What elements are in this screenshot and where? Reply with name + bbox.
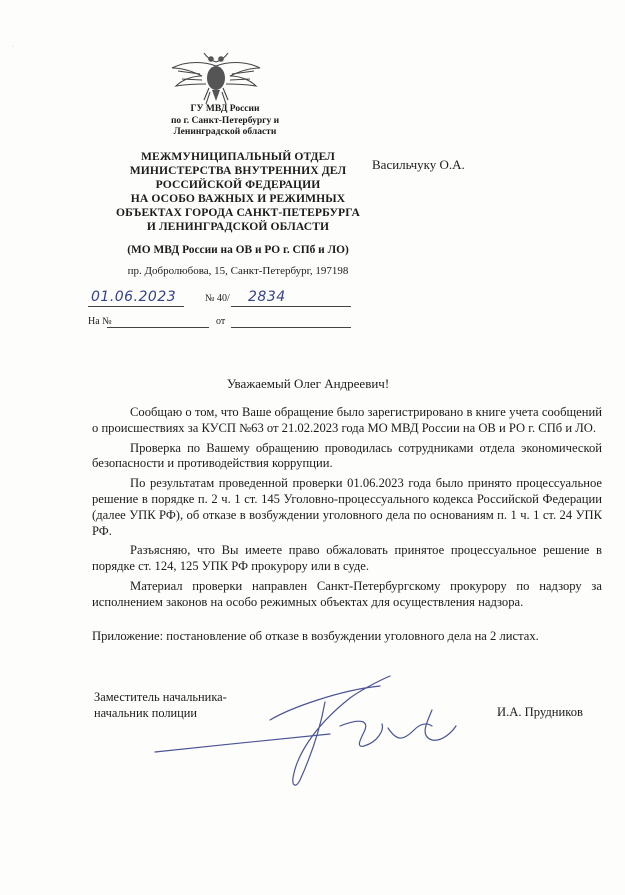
org-name-line: И ЛЕНИНГРАДСКОЙ ОБЛАСТИ <box>146 220 330 233</box>
org-name-line: МИНИСТЕРСТВА ВНУТРЕННИХ ДЕЛ <box>129 164 347 177</box>
registration-date: 01.06.2023 <box>91 289 177 305</box>
org-parent <box>150 104 300 139</box>
org-name-line: НА ОСОБО ВАЖНЫХ И РЕЖИМНЫХ <box>130 192 346 205</box>
letter-body <box>92 405 602 648</box>
org-abbreviation: (МО МВД России на ОВ и РО г. СПб и ЛО) <box>127 244 349 256</box>
org-parent-line: ГУ МВД России <box>190 104 260 114</box>
reply-reference-line <box>88 316 363 332</box>
signatory-name: И.А. Прудников <box>497 705 583 719</box>
registration-line <box>88 289 363 309</box>
body-paragraph: Проверка по Вашему обращению проводилась сотрудниками отдела экономической безопасности и противодействия коррупции. <box>92 440 602 471</box>
signatory-title-line: начальник полиции <box>94 705 198 720</box>
reply-number-underline <box>107 327 209 328</box>
org-parent-line: Ленинградской области <box>173 127 277 137</box>
body-paragraph: Материал проверки направлен Санкт-Петербургскому прокурору по надзору за исполнением законов на особо режимных объектах для осуществления надзора. <box>92 578 602 609</box>
org-name-line: РОССИЙСКОЙ ФЕДЕРАЦИИ <box>155 178 321 191</box>
recipient-name: Васильчуку О.А. <box>372 157 465 172</box>
double-headed-eagle-emblem-icon <box>166 52 266 106</box>
signatory-title-line: Заместитель начальника- <box>94 690 227 704</box>
registration-number-label: № 40/ <box>205 293 230 304</box>
org-parent-line: по г. Санкт-Петербургу и <box>170 115 280 126</box>
org-name-line: МЕЖМУНИЦИПАЛЬНЫЙ ОТДЕЛ <box>140 150 336 163</box>
org-name <box>88 150 388 234</box>
handwritten-signature <box>150 668 460 798</box>
org-address: пр. Добролюбова, 15, Санкт-Петербург, 197198 <box>127 265 349 277</box>
corner-mark: · <box>12 44 14 50</box>
body-paragraph: По результатам проведенной проверки 01.06.2023 года было принято процессуальное решение в порядке п. 2 ч. 1 ст. 145 Уголовно-процессуального кодекса Российской Федерации (далее УПК РФ), об отказе в возбуждении уголовного дела по основаниям п. 1 ч. 1 ст. 24 УПК РФ. <box>92 476 602 538</box>
body-paragraph: Разъясняю, что Вы имеете право обжаловать принятое процессуальное решение в порядке ст. 124, 125 УПК РФ прокурору или в суде. <box>92 543 602 574</box>
reply-date-underline <box>231 327 351 328</box>
body-paragraph: Сообщаю о том, что Ваше обращение было зарегистрировано в книге учета сообщений о происшествиях за КУСП №63 от 21.02.2023 года МО МВД России на ОВ и РО г. СПб и ЛО. <box>92 405 602 435</box>
date-underline <box>88 306 184 307</box>
salutation: Уважаемый Олег Андреевич! <box>226 376 390 391</box>
reply-from-label: от <box>216 316 226 327</box>
appendix-note: Приложение: постановление об отказе в возбуждении уголовного дела на 2 листах. <box>92 628 539 643</box>
registration-number: 2834 <box>248 289 286 305</box>
reply-to-label: На № <box>88 316 112 327</box>
org-name-line: ОБЪЕКТАХ ГОРОДА САНКТ-ПЕТЕРБУРГА <box>116 206 360 219</box>
number-underline <box>231 306 351 307</box>
